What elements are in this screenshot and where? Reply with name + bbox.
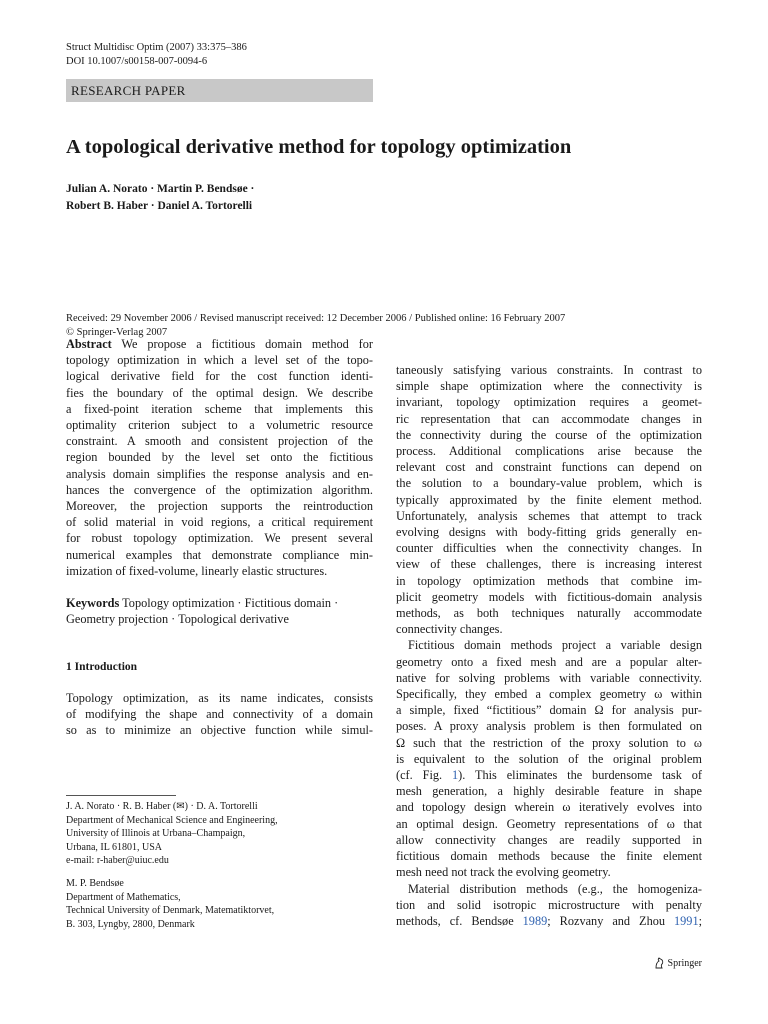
affiliation-line: B. 303, Lyngby, 2800, Denmark (66, 918, 195, 930)
springer-horse-icon (653, 957, 665, 969)
body-line: fictitious domain methods because the finite element (396, 849, 702, 864)
body-line: and topology design wherein ω iteratively evolves into (396, 800, 702, 815)
abstract-line: imization of fixed-volume, linearly elastic structures. (66, 563, 328, 578)
body-line: Fictitious domain methods project a variable design (408, 638, 702, 653)
body-line: methods, cf. Bendsøe 1989; Rozvany and Zhou 1991; (396, 913, 703, 928)
abstract-line: Moreover, the projection supports the reintroduction (66, 499, 373, 514)
body-line: (cf. Fig. 1). This eliminates the burdensome task of (396, 768, 702, 783)
body-line: methods, as both techniques naturally accommodate (396, 606, 702, 621)
abstract (66, 336, 373, 579)
body-line: an optimal design. Geometry representations of ω that (396, 816, 702, 831)
body-line: counter difficulties when the connectivity changes. In (396, 541, 702, 556)
author-list (66, 181, 254, 215)
doi-line: DOI 10.1007/s00158-007-0094-6 (66, 56, 208, 67)
abstract-line: a fixed-point iteration scheme that implements this (66, 401, 373, 416)
body-line: poses. A proxy analysis problem is then formulated on (396, 719, 702, 734)
body-line: relevant cost and constraint functions can depend on (396, 460, 702, 475)
affiliation-block (66, 800, 278, 868)
citation-bendsoe-1989-link[interactable]: 1989 (522, 913, 548, 928)
intro-line: so as to minimize an objective function while simul- (66, 723, 373, 738)
keywords-line: Keywords Topology optimization · Fictitious domain · (66, 596, 339, 611)
abstract-line: constraint. A smooth and consistent projection of the (66, 434, 373, 449)
article-type-banner (66, 79, 373, 102)
left-column (66, 336, 373, 738)
body-line: simple shape optimization where the connectivity is (396, 379, 702, 394)
affiliation-line: Department of Mathematics, (66, 891, 181, 903)
section-heading-introduction: 1 Introduction (66, 661, 138, 674)
body-line: is equivalent to the solution of the original problem (396, 751, 702, 766)
abstract-line: numerical examples that demonstrate compliance min- (66, 547, 373, 562)
abstract-line: topology optimization in which a level set of the topo- (66, 353, 373, 368)
abstract-line: logical derivative field for the cost function identi- (66, 369, 373, 384)
keywords-line: Geometry projection · Topological derivative (66, 612, 289, 627)
body-line: connectivity changes. (396, 622, 503, 637)
body-line: process. Additional complications arise because the (396, 444, 702, 459)
paragraph-1 (396, 362, 702, 637)
affiliation-line: Urbana, IL 61801, USA (66, 841, 163, 853)
affiliation-block (66, 877, 274, 931)
intro-paragraph (66, 690, 373, 739)
abstract-line: region bounded by the level set onto the fictitious (66, 450, 373, 465)
publisher-logo (653, 957, 702, 969)
body-line: evolving designs with body-fitting grids generally en- (396, 525, 702, 540)
body-line: invariant, topology optimization requires a geomet- (396, 395, 702, 410)
affiliation-line: M. P. Bendsøe (66, 878, 124, 889)
affiliation-line: Technical University of Denmark, Matematiktorvet, (66, 905, 275, 916)
abstract-line: fies the boundary of the optimal design. We describe (66, 385, 373, 400)
body-line: Material distribution methods (e.g., the homogeniza- (408, 881, 702, 896)
abstract-line: hances the convergence of the optimization algorithm. (66, 482, 373, 497)
body-line: allow connectivity changes are readily supported in (396, 832, 702, 847)
abstract-line: of solid material in void regions, a critical requirement (66, 515, 373, 530)
paragraph-3 (396, 881, 702, 930)
journal-citation (66, 41, 247, 69)
keywords (66, 595, 373, 627)
body-line: Unfortunately, analysis schemes that attempt to track (396, 508, 702, 523)
body-line: taneously satisfying various constraints. In contrast to (396, 363, 702, 377)
body-line: the connectivity during the course of the optimization (396, 427, 702, 442)
citation-rozvany-zhou-1991-link[interactable]: 1991 (674, 913, 699, 928)
keywords-label: Keywords (66, 596, 120, 611)
body-line: view of these challenges, there is increasing interest (396, 557, 702, 572)
paper-title: A topological derivative method for topology optimization (66, 136, 572, 158)
abstract-line: analysis domain simplifies the response analysis and en- (66, 466, 373, 481)
abstract-line: Abstract We propose a fictitious domain method for (66, 337, 373, 351)
body-line: mesh generation, a highly desirable feature in shape (396, 784, 702, 799)
figure-1-link[interactable]: 1 (451, 768, 459, 783)
affiliation-line: University of Illinois at Urbana–Champaign, (66, 828, 246, 839)
right-column (396, 362, 702, 929)
footnote-divider (66, 795, 176, 796)
intro-line: of modifying the shape and connectivity of a domain (66, 706, 373, 721)
body-line: ric representation that can accommodate changes in (396, 411, 702, 426)
abstract-label: Abstract (66, 337, 112, 351)
body-line: typically approximated by the finite element method. (396, 492, 702, 507)
abstract-line: for robust topology optimization. We present several (66, 531, 373, 546)
affiliation-line: Department of Mechanical Science and Engineering, (66, 814, 278, 826)
body-line: tion and solid isotropic microstructure with penalty (396, 897, 702, 912)
copyright-line: © Springer-Verlag 2007 (66, 327, 168, 338)
body-line: the solution to a boundary-value problem, which is (396, 476, 702, 491)
dates-line: Received: 29 November 2006 / Revised manuscript received: 12 December 2006 / Published online: 16 February 2007 (66, 313, 566, 324)
journal-line: Struct Multidisc Optim (2007) 33:375–386 (66, 42, 247, 53)
body-line: plicit geometry models with fictitious-domain analysis (396, 589, 702, 604)
author-line: Julian A. Norato · Martin P. Bendsøe · (66, 183, 255, 195)
body-line: Ω such that the restriction of the proxy solution to ω (396, 735, 702, 750)
body-line: Specifically, they embed a complex geometry ω within (396, 687, 702, 702)
body-line: geometry onto a fixed mesh and are a popular alter- (396, 654, 702, 669)
body-line: in topology optimization methods that combine im- (396, 573, 702, 588)
paragraph-2 (396, 637, 702, 880)
body-line: mesh need not track the evolving geometry. (396, 865, 611, 880)
author-line: Robert B. Haber · Daniel A. Tortorelli (66, 200, 253, 212)
affiliation-line: J. A. Norato · R. B. Haber (✉) · D. A. Tortorelli (66, 801, 258, 812)
email-link[interactable]: e-mail: r-haber@uiuc.edu (66, 855, 169, 866)
intro-line: Topology optimization, as its name indicates, consists (66, 690, 373, 705)
body-line: native for solving problems with variable connectivity. (396, 670, 702, 685)
publisher-name: Springer (667, 957, 702, 969)
article-type-label: RESEARCH PAPER (71, 83, 186, 98)
body-line: a simple, fixed “fictitious” domain Ω for analysis pur- (396, 703, 702, 718)
abstract-line: optimality criterion subject to a volumetric resource (66, 418, 373, 433)
